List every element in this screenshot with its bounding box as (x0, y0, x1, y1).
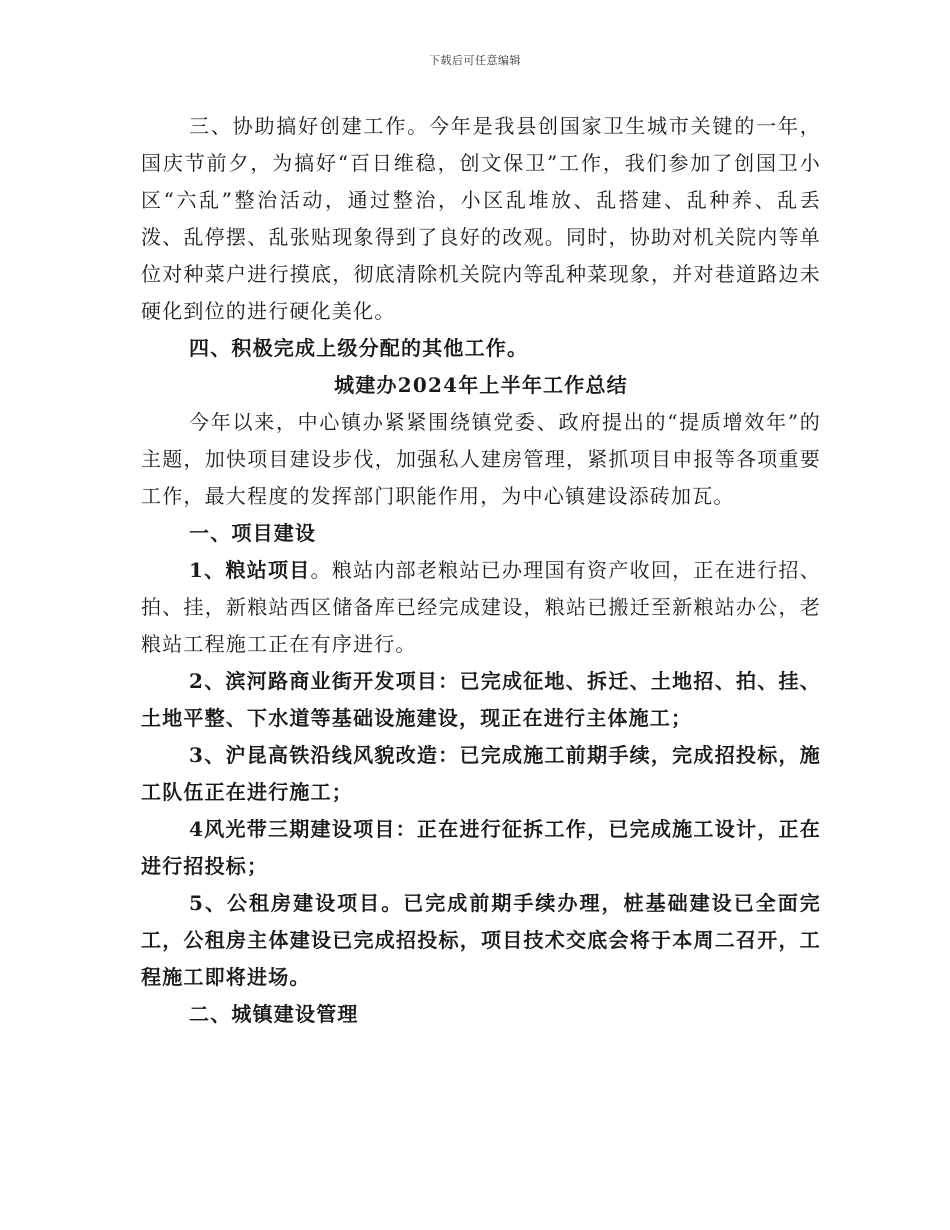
paragraph-public-housing: 5、公租房建设项目。已完成前期手续办理，桩基础建设已全面完工，公租房主体建设已完成招投标，项目技术交底会将于本周二召开，工程施工即将进场。 (141, 891, 821, 989)
paragraph-binhe-road: 2、滨河路商业街开发项目：已完成征地、拆迁、土地招、拍、挂、土地平整、下水道等基础设施建设，现正在进行主体施工； (141, 669, 821, 730)
paragraph-creation-work: 三、协助搞好创建工作。今年是我县创国家卫生城市关键的一年，国庆节前夕，为搞好“百日维稳，创文保卫”工作，我们参加了创国卫小区“六乱”整治活动，通过整治，小区乱堆放、乱搭建、乱种养、乱丢泼、乱停摆、乱张贴现象得到了良好的改观。同时，协助对机关院内等单位对种菜户进行摸底，彻底清除机关院内等乱种菜现象，并对巷道路边未硬化到位的进行硬化美化。 (141, 114, 821, 323)
grain-station-lead: 1、粮站项目 (189, 558, 311, 582)
document-body (141, 108, 821, 1033)
grain-station-text: 。粮站内部老粮站已办理国有资产收回，正在进行招、拍、挂，新粮站西区储备库已经完成建设，粮站已搬迁至新粮站办公，老粮站工程施工正在有序进行。 (141, 558, 821, 656)
document-title: 城建办2024年上半年工作总结 (334, 373, 628, 397)
heading-other-work: 四、积极完成上级分配的其他工作。 (189, 336, 529, 360)
paragraph-intro: 今年以来，中心镇办紧紧围绕镇党委、政府提出的“提质增效年”的主题，加快项目建设步伐，加强私人建房管理，紧抓项目申报等各项重要工作，最大程度的发挥部门职能作用，为中心镇建设添砖加瓦。 (141, 410, 821, 508)
heading-town-management: 二、城镇建设管理 (189, 1002, 359, 1026)
paragraph-scenic-belt: 4风光带三期建设项目：正在进行征拆工作，已完成施工设计，正在进行招投标； (141, 817, 821, 878)
paragraph-hukun-railway: 3、沪昆高铁沿线风貌改造：已完成施工前期手续，完成招投标，施工队伍正在进行施工； (141, 743, 821, 804)
paragraph-grain-station (141, 552, 821, 663)
heading-project-construction: 一、项目建设 (189, 521, 317, 545)
header-note: 下载后可任意编辑 (429, 54, 521, 67)
